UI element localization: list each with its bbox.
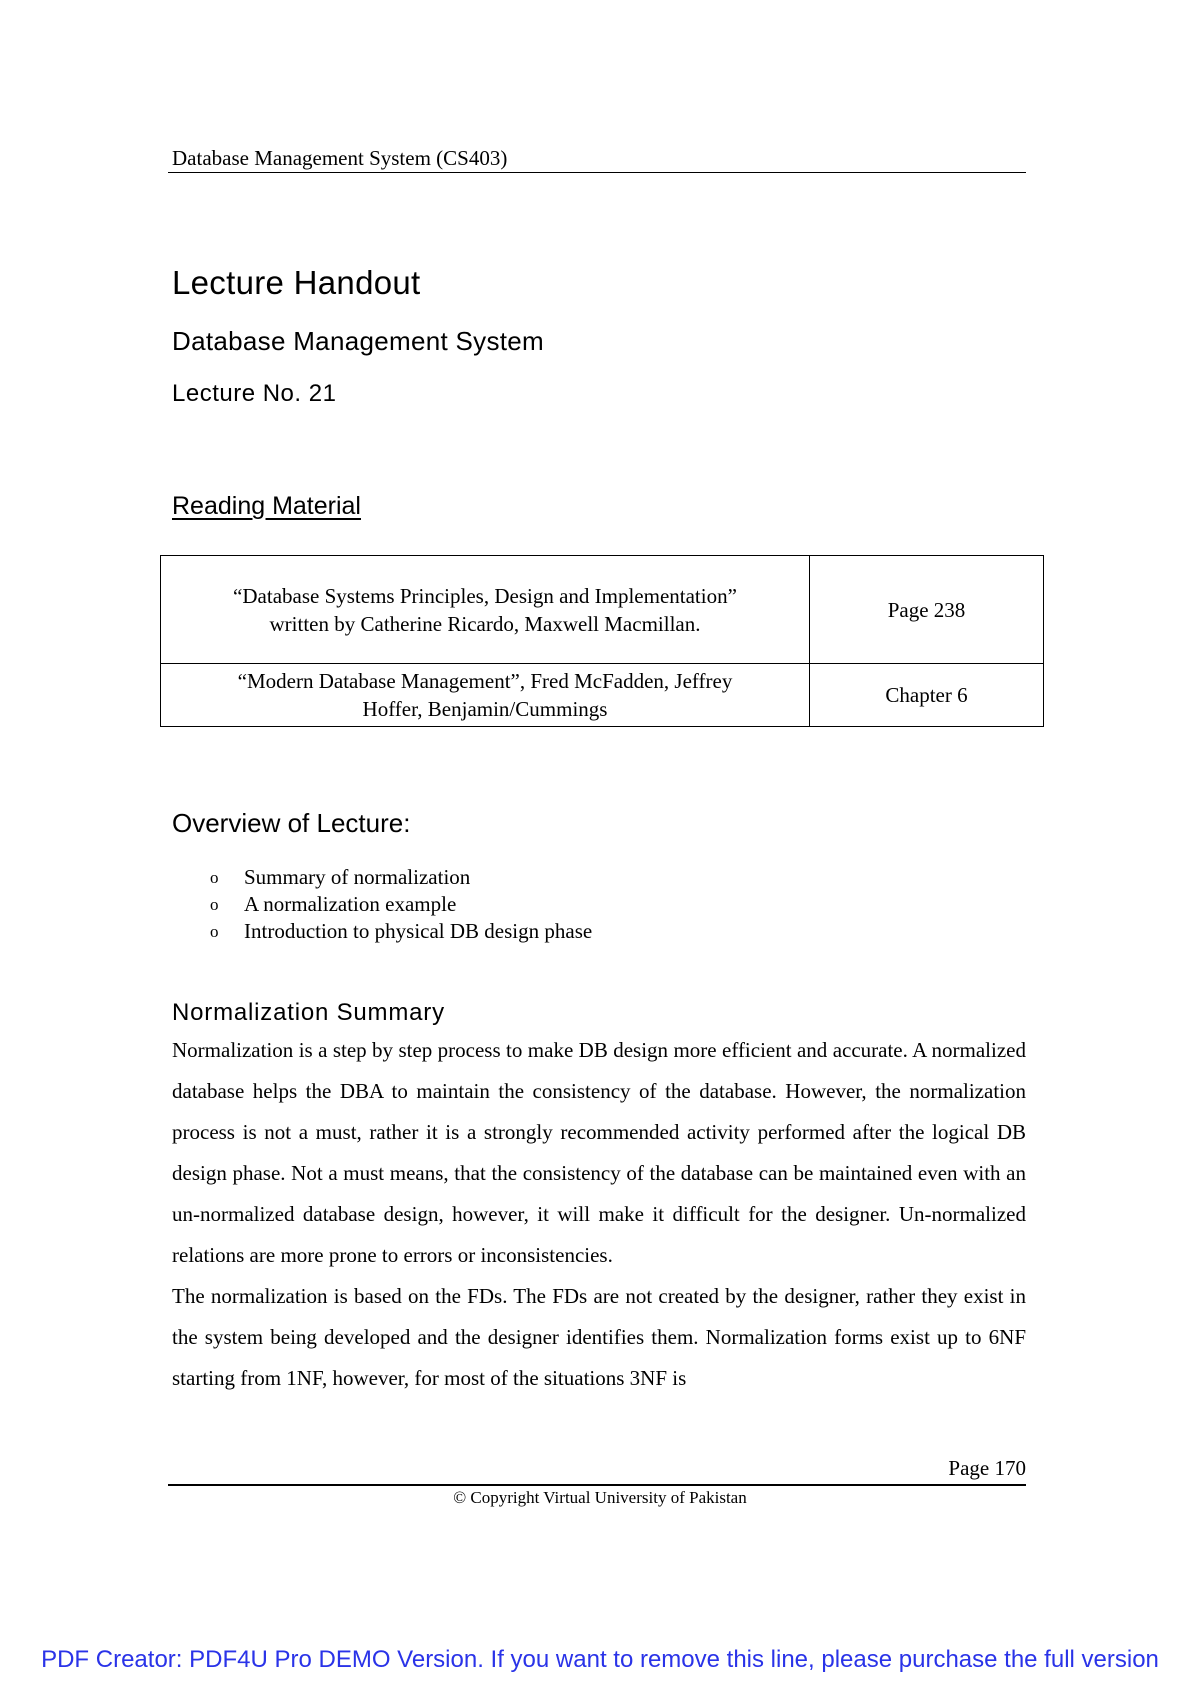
page-title: Lecture Handout [172,264,421,301]
demo-watermark-notice: PDF Creator: PDF4U Pro DEMO Version. If you want to remove this line, please purchase the full version [41,1646,1159,1673]
reference-line: “Database Systems Principles, Design and Implementation” [233,583,737,608]
reference-line: “Modern Database Management”, Fred McFadden, Jeffrey [237,669,733,693]
reference-cell [161,556,810,664]
reference-line: Hoffer, Benjamin/Cummings [362,697,608,721]
reference-location-cell: Page 238 [810,556,1044,664]
body-paragraph: Normalization is a step by step process to make DB design more efficient and accurate. A normalized database helps the DBA to maintain the consistency of the database. However, the normalization process is not a must, rather it is a strongly recommended activity performed after the logical DB design phase. Not a must means, that the consistency of the database can be maintained even with an un-normalized database design, however, it will make it difficult for the designer. Un-normalized relations are more prone to errors or inconsistencies. [172,1038,1026,1267]
running-header: Database Management System (CS403) [172,146,508,170]
list-item-text: Summary of normalization [244,865,471,889]
bullet-icon: o [210,922,219,941]
bullet-icon: o [210,868,219,887]
table-row [161,556,1044,664]
list-item-text: Introduction to physical DB design phase [244,919,593,943]
header-divider [168,172,1026,173]
overview-heading: Overview of Lecture: [172,808,411,838]
reading-material-heading: Reading Material [172,492,361,520]
normalization-summary-body [172,1030,1026,1399]
table-row [161,664,1044,727]
reading-material-table [160,555,1044,727]
list-item-text: A normalization example [244,892,457,916]
normalization-summary-heading: Normalization Summary [172,999,445,1026]
list-item [172,918,592,945]
page-number: Page 170 [948,1456,1026,1480]
list-item [172,864,592,891]
reference-line: written by Catherine Ricardo, Maxwell Macmillan. [269,611,701,636]
bullet-icon: o [210,895,219,914]
page-subtitle: Database Management System [172,326,544,356]
body-paragraph: The normalization is based on the FDs. The FDs are not created by the designer, rather they exist in the system being developed and the designer identifies them. Normalization forms exist up to 6NF starting from 1NF, however, for most of the situations 3NF is [172,1284,1026,1390]
footer-divider [168,1484,1026,1486]
overview-list [172,864,592,945]
lecture-number: Lecture No. 21 [172,380,337,407]
copyright-notice: © Copyright Virtual University of Pakistan [453,1488,747,1507]
reference-location-cell: Chapter 6 [810,664,1044,727]
list-item [172,891,592,918]
reference-cell [161,664,810,727]
